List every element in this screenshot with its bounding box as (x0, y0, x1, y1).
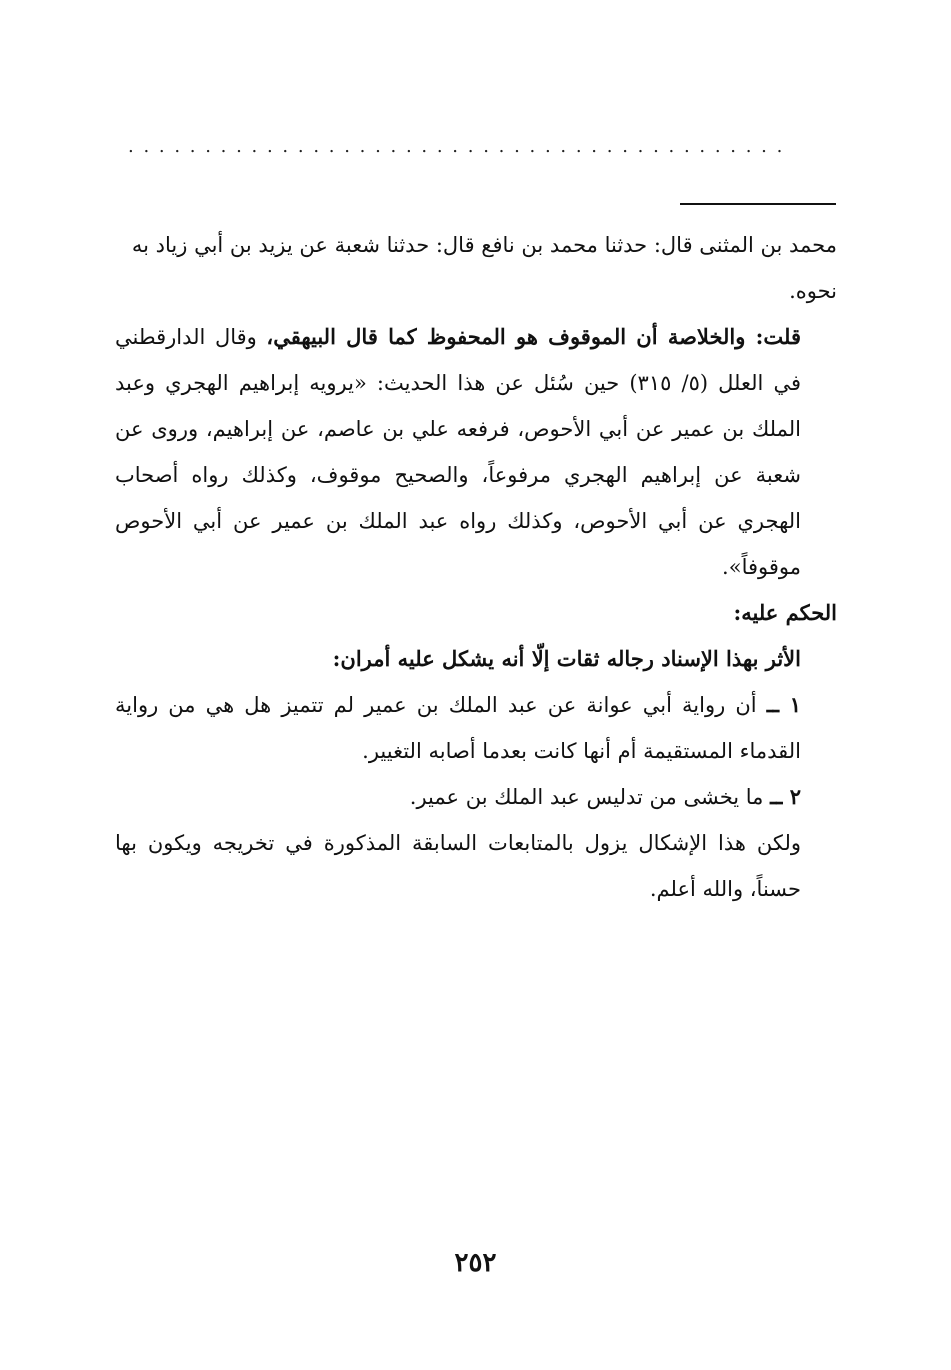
ruling-intro: الأثر بهذا الإسناد رجاله ثقات إلّا أنه يشكل عليه أمران: (332, 646, 801, 671)
body-text (115, 222, 837, 912)
footnote-rule (680, 203, 836, 205)
separator-dots: . . . . . . . . . . . . . . . . . . . . . . . . . . . . . . . . . . . . . . . . . . . (128, 138, 785, 156)
item-1-number: ١ ــ (766, 692, 801, 717)
conclusion-paragraph (115, 314, 837, 590)
ruling-item-1 (115, 682, 837, 774)
footnote-line-2: نحوه. (789, 279, 837, 303)
conclusion-rest: وقال الدارقطني في العلل (٥/ ٣١٥) حين سُئل عن هذا الحديث: «يرويه إبراهيم الهجري وعبد الملك بن عمير عن أبي الأحوص، فرفعه علي بن عاصم، عن إبراهيم، وروى عن شعبة عن إبراهيم الهجري مرفوعاً، والصحيح موقوف، وكذلك رواه أصحاب الهجري عن أبي الأحوص، وكذلك رواه عبد الملك بن عمير عن أبي الأحوص موقوفاً». (115, 325, 801, 579)
conclusion-lead: قلت: والخلاصة أن الموقوف هو المحفوظ كما قال البيهقي، (266, 324, 801, 349)
footnote-line-1: محمد بن المثنى قال: حدثنا محمد بن نافع قال: حدثنا شعبة عن يزيد بن أبي زياد به (131, 233, 837, 257)
ruling-heading: الحكم عليه: (733, 600, 837, 625)
page-number: ٢٥٢ (454, 1248, 497, 1278)
ruling-item-2 (115, 774, 837, 820)
item-2-number: ٢ ــ (770, 784, 801, 809)
item-2-text: ما يخشى من تدليس عبد الملك بن عمير. (409, 785, 771, 809)
item-1-text: أن رواية أبي عوانة عن عبد الملك بن عمير لم تتميز هل هي من رواية القدماء المستقيمة أم أنها كانت بعدما أصابه التغيير. (115, 693, 801, 763)
closing-paragraph: ولكن هذا الإشكال يزول بالمتابعات السابقة المذكورة في تخريجه ويكون بها حسناً، والله أعلم. (115, 831, 801, 901)
